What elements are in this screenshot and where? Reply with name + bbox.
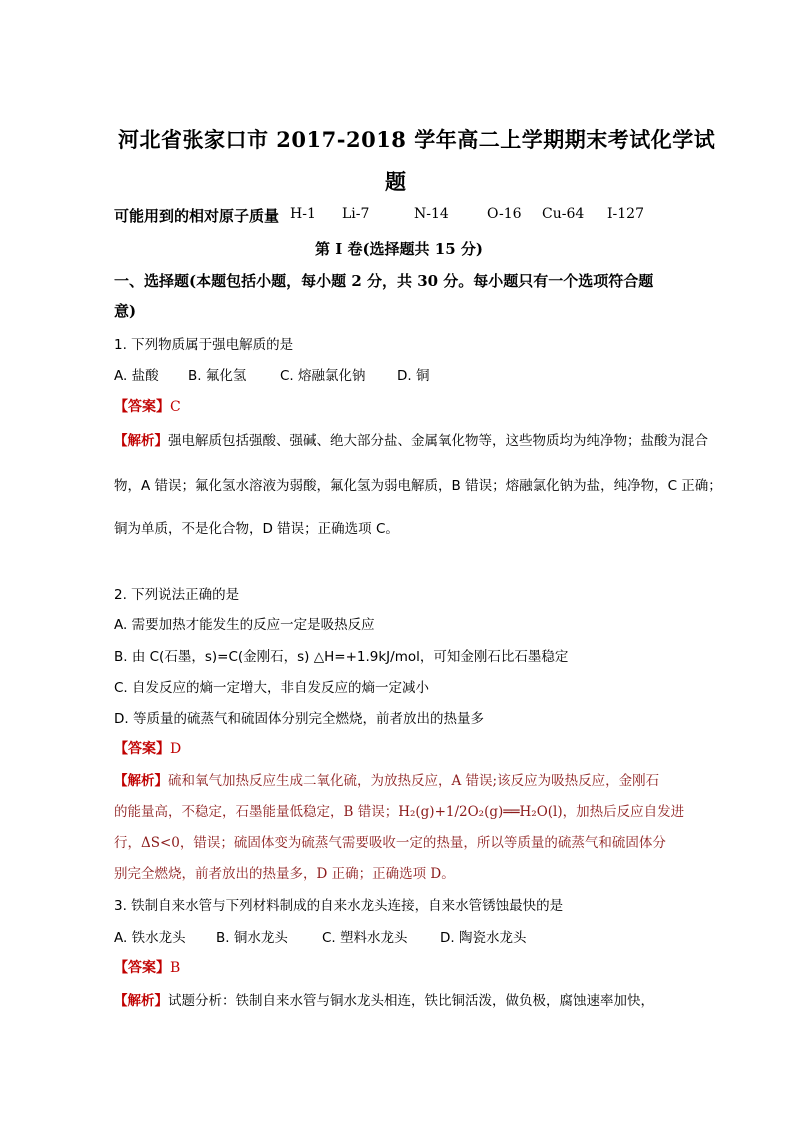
q2-analysis-line-2: 的能量高，不稳定，石墨能量低稳定，B 错误；H₂(g)+1/2O₂(g)══H₂O(l)，加热后反应自发进 <box>114 804 685 820</box>
q3-option-b: B. 铜水龙头 <box>216 930 288 946</box>
q3-option-d: D. 陶瓷水龙头 <box>440 930 527 946</box>
q2-stem: 2. 下列说法正确的是 <box>114 587 240 603</box>
q1-analysis-line-2: 物，A 错误；氟化氢水溶液为弱酸，氟化氢为弱电解质，B 错误；熔融氯化钠为盐，纯净物，C 正确； <box>114 478 722 494</box>
q1-answer-value: C <box>170 399 181 415</box>
page-title: 河北省张家口市 2017-2018 学年高二上学期期末考试化学试 <box>118 127 716 152</box>
q2-analysis-line-3: 行，ΔS<0，错误；硫固体变为硫蒸气需要吸收一定的热量，所以等质量的硫蒸气和硫固体分 <box>114 835 666 851</box>
q3-option-c: C. 塑料水龙头 <box>322 930 408 946</box>
section-heading-continued: 意) <box>114 302 137 320</box>
analysis-tag: 【解析】 <box>114 773 168 789</box>
answer-tag: 【答案】 <box>114 960 170 976</box>
q1-option-d: D. 铜 <box>397 368 430 384</box>
q1-analysis-line-3: 铜为单质，不是化合物，D 错误；正确选项 C。 <box>114 521 399 537</box>
answer-tag: 【答案】 <box>114 399 170 415</box>
q2-reaction-equation: H₂(g)+1/2O₂(g)══H₂O(l) <box>398 804 563 820</box>
q1-answer <box>114 396 181 416</box>
atomic-mass-label: 可能用到的相对原子质量 <box>114 207 280 225</box>
atomic-mass-cu: Cu-64 <box>542 206 585 222</box>
section-heading: 一、选择题(本题包括小题，每小题 2 分，共 30 分。每小题只有一个选项符合题 <box>114 272 654 290</box>
q3-answer <box>114 957 180 977</box>
atomic-mass-o: O-16 <box>487 206 522 222</box>
atomic-mass-n: N-14 <box>414 206 449 222</box>
q2-answer <box>114 738 181 758</box>
analysis-tag: 【解析】 <box>114 433 168 449</box>
answer-tag: 【答案】 <box>114 741 170 757</box>
q2-option-c: C. 自发反应的熵一定增大，非自发反应的熵一定减小 <box>114 680 430 696</box>
q1-option-a: A. 盐酸 <box>114 368 159 384</box>
q2-option-d: D. 等质量的硫蒸气和硫固体分别完全燃烧，前者放出的热量多 <box>114 711 484 727</box>
atomic-mass-li: Li-7 <box>342 206 370 222</box>
page-title-continued: 题 <box>385 169 407 194</box>
q3-stem: 3. 铁制自来水管与下列材料制成的自来水龙头连接，自来水管锈蚀最快的是 <box>114 898 564 914</box>
q1-option-c: C. 熔融氯化钠 <box>280 368 366 384</box>
q3-analysis-line-1: 【解析】试题分析：铁制自来水管与铜水龙头相连，铁比铜活泼，做负极，腐蚀速率加快， <box>114 993 654 1009</box>
volume-title: 第 I 卷(选择题共 15 分) <box>315 240 483 258</box>
q2-option-a: A. 需要加热才能发生的反应一定是吸热反应 <box>114 617 375 633</box>
q2-answer-value: D <box>170 741 182 757</box>
q1-stem: 1. 下列物质属于强电解质的是 <box>114 337 294 353</box>
analysis-tag: 【解析】 <box>114 993 168 1009</box>
atomic-mass-i: I-127 <box>607 206 644 222</box>
atomic-mass-line <box>114 205 279 226</box>
q2-analysis-line-4: 别完全燃烧，前者放出的热量多，D 正确；正确选项 D。 <box>114 866 455 882</box>
q1-analysis-line-1: 【解析】强电解质包括强酸、强碱、绝大部分盐、金属氧化物等，这些物质均为纯净物；盐酸为混合 <box>114 433 708 449</box>
q2-analysis-line-1: 【解析】硫和氧气加热反应生成二氧化硫，为放热反应，A 错误;该反应为吸热反应，金刚石 <box>114 773 660 789</box>
q2-option-b: B. 由 C(石墨，s)=C(金刚石，s) △H=+1.9kJ/mol，可知金刚石比石墨稳定 <box>114 649 569 665</box>
atomic-mass-h: H-1 <box>290 206 316 222</box>
q3-option-a: A. 铁水龙头 <box>114 930 186 946</box>
q3-answer-value: B <box>170 960 181 976</box>
q1-option-b: B. 氟化氢 <box>188 368 247 384</box>
